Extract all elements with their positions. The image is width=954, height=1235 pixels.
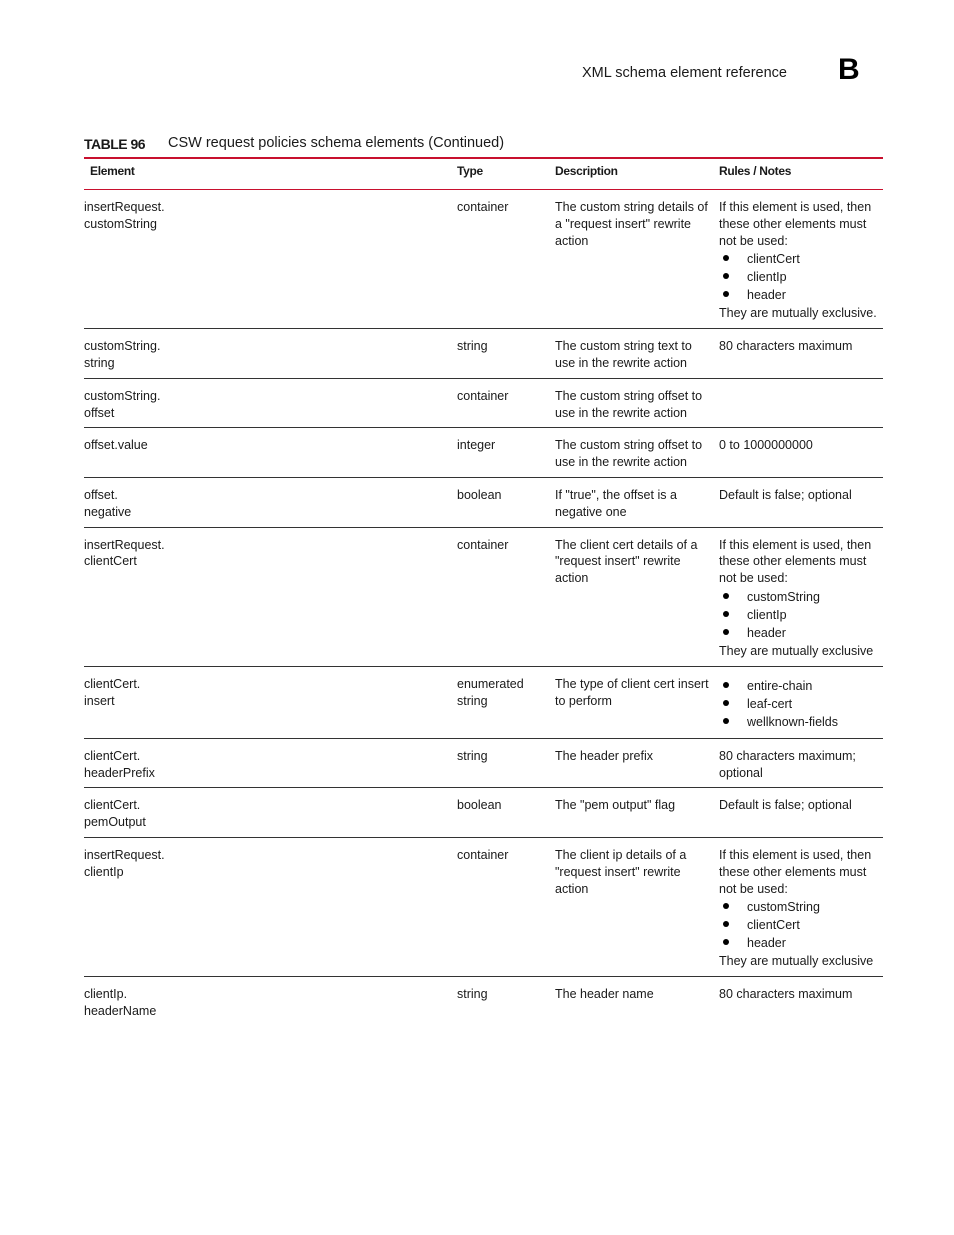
description-text: The custom string text to use in the rewrite action	[555, 339, 692, 370]
list-item: entire-chain	[719, 677, 883, 695]
type-cell	[457, 666, 555, 738]
element-name-part: customString	[84, 216, 157, 231]
description-text: The header prefix	[555, 748, 653, 763]
description-text: The custom string offset to use in the rewrite action	[555, 388, 703, 420]
table-row	[84, 477, 883, 527]
description-text: The type of client cert insert to perform	[555, 676, 709, 708]
type-text: container	[457, 537, 509, 552]
description-cell	[555, 527, 719, 666]
description-cell	[555, 190, 719, 329]
rules-cell	[719, 977, 883, 1026]
rules-cell	[719, 788, 883, 838]
element-cell	[84, 977, 457, 1026]
element-name-part: insertRequest.	[84, 847, 165, 862]
type-text: string	[457, 339, 488, 354]
description-cell	[555, 837, 719, 976]
rules-bullet-list	[719, 677, 883, 731]
element-name-part: clientCert	[84, 554, 137, 569]
section-title: XML schema element reference	[582, 65, 787, 81]
rules-bullet-list	[719, 250, 883, 304]
rules-intro: 80 characters maximum; optional	[719, 748, 856, 780]
element-cell	[84, 477, 457, 527]
type-cell	[457, 738, 555, 788]
element-name-part: insert	[84, 693, 115, 708]
table-row	[84, 666, 883, 738]
rules-bullet-list	[719, 898, 883, 952]
element-name-part: headerPrefix	[84, 765, 155, 780]
element-name-part: clientIp	[84, 864, 124, 879]
rules-cell	[719, 190, 883, 329]
rules-cell	[719, 837, 883, 976]
page-header	[0, 0, 954, 100]
element-name-part: offset.	[84, 487, 118, 502]
list-item: header	[719, 286, 883, 304]
rules-cell	[719, 329, 883, 379]
element-name-part: insertRequest.	[84, 537, 165, 552]
type-text: container	[457, 200, 509, 214]
column-header-element: Element	[84, 158, 457, 190]
table-header-row	[84, 158, 883, 190]
description-text: The header name	[555, 987, 654, 1002]
type-text: string	[457, 748, 488, 763]
rules-cell	[719, 527, 883, 666]
rules-outro: They are mutually exclusive.	[719, 306, 877, 321]
element-name-part: headerName	[84, 1003, 157, 1018]
element-name-part: clientCert.	[84, 676, 141, 691]
table-number: TABLE 96	[84, 136, 146, 152]
list-item: wellknown-fields	[719, 713, 883, 731]
type-text: boolean	[457, 798, 502, 813]
rules-intro: If this element is used, then these other elements must not be used:	[719, 200, 872, 248]
description-text: If "true", the offset is a negative one	[555, 487, 677, 519]
schema-elements-table	[84, 157, 883, 1026]
rules-cell	[719, 666, 883, 738]
type-text: boolean	[457, 487, 502, 502]
rules-cell	[719, 738, 883, 788]
list-item: customString	[719, 898, 883, 916]
table-row	[84, 738, 883, 788]
description-text: The "pem output" flag	[555, 798, 676, 813]
table-row	[84, 837, 883, 976]
description-cell	[555, 738, 719, 788]
list-item: customString	[719, 588, 883, 606]
description-cell	[555, 428, 719, 478]
element-cell	[84, 527, 457, 666]
rules-intro: 80 characters maximum	[719, 987, 853, 1002]
element-name-part: string	[84, 355, 115, 370]
description-text: The client ip details of a "request insert" rewrite action	[555, 847, 687, 896]
list-item: clientIp	[719, 268, 883, 286]
type-cell	[457, 428, 555, 478]
column-header-type: Type	[457, 158, 555, 190]
rules-outro: They are mutually exclusive	[719, 954, 874, 969]
rules-intro: Default is false; optional	[719, 487, 852, 502]
element-cell	[84, 666, 457, 738]
table-row	[84, 977, 883, 1026]
element-cell	[84, 788, 457, 838]
rules-intro: If this element is used, then these other elements must not be used:	[719, 847, 872, 896]
type-text: string	[457, 987, 488, 1002]
table-row	[84, 378, 883, 428]
element-cell	[84, 428, 457, 478]
type-cell	[457, 977, 555, 1026]
element-name-part: insertRequest.	[84, 200, 165, 214]
rules-intro: If this element is used, then these other elements must not be used:	[719, 537, 872, 586]
rules-cell	[719, 428, 883, 478]
type-text: enumerated	[457, 676, 524, 691]
type-text: container	[457, 388, 509, 403]
element-name-part: pemOutput	[84, 815, 146, 830]
appendix-letter: B	[838, 53, 860, 86]
element-name-part: clientIp.	[84, 987, 128, 1002]
list-item: clientIp	[719, 606, 883, 624]
element-name-part: clientCert.	[84, 748, 141, 763]
description-cell	[555, 977, 719, 1026]
rules-bullet-list	[719, 588, 883, 642]
element-name-part: customString.	[84, 339, 161, 354]
description-cell	[555, 666, 719, 738]
type-cell	[457, 837, 555, 976]
table-title: CSW request policies schema elements (Continued)	[168, 135, 505, 151]
type-text: integer	[457, 438, 496, 453]
type-cell	[457, 477, 555, 527]
column-header-rules: Rules / Notes	[719, 158, 883, 190]
description-text: The client cert details of a "request insert" rewrite action	[555, 537, 698, 586]
rules-outro: They are mutually exclusive	[719, 643, 874, 658]
rules-intro: Default is false; optional	[719, 798, 852, 813]
type-cell	[457, 527, 555, 666]
element-cell	[84, 329, 457, 379]
rules-cell	[719, 378, 883, 428]
description-cell	[555, 329, 719, 379]
description-text: The custom string details of a "request insert" rewrite action	[555, 200, 708, 248]
type-cell	[457, 378, 555, 428]
list-item: clientCert	[719, 916, 883, 934]
table-row	[84, 329, 883, 379]
table-caption	[84, 135, 884, 157]
table-row	[84, 190, 883, 329]
element-name-part: customString.	[84, 388, 161, 403]
description-cell	[555, 788, 719, 838]
type-cell	[457, 788, 555, 838]
type-cell	[457, 329, 555, 379]
rules-intro: 80 characters maximum	[719, 339, 853, 354]
rules-intro: 0 to 1000000000	[719, 438, 813, 453]
rules-cell	[719, 477, 883, 527]
description-cell	[555, 477, 719, 527]
element-cell	[84, 837, 457, 976]
element-cell	[84, 378, 457, 428]
list-item: leaf-cert	[719, 695, 883, 713]
type-text: string	[457, 693, 488, 708]
element-name-part: offset.value	[84, 438, 148, 453]
element-cell	[84, 190, 457, 329]
list-item: header	[719, 934, 883, 952]
column-header-description: Description	[555, 158, 719, 190]
table-row	[84, 428, 883, 478]
description-cell	[555, 378, 719, 428]
type-cell	[457, 190, 555, 329]
table-row	[84, 788, 883, 838]
description-text: The custom string offset to use in the rewrite action	[555, 438, 703, 470]
element-name-part: clientCert.	[84, 798, 141, 813]
table-row	[84, 527, 883, 666]
element-name-part: offset	[84, 405, 115, 420]
list-item: clientCert	[719, 250, 883, 268]
element-name-part: negative	[84, 504, 132, 519]
list-item: header	[719, 624, 883, 642]
element-cell	[84, 738, 457, 788]
type-text: container	[457, 847, 509, 862]
